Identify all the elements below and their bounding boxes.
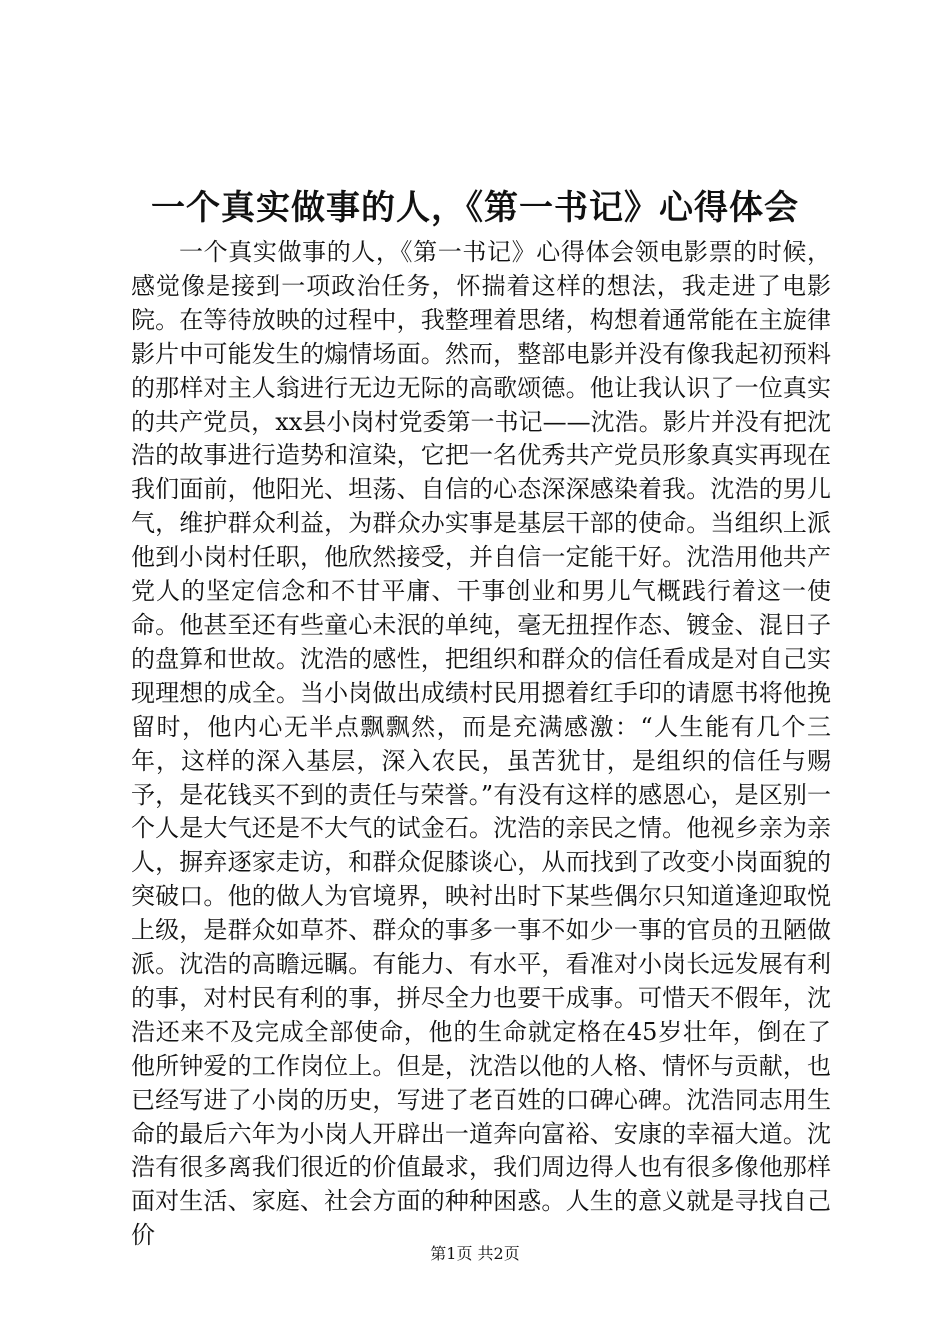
page-footer: 第1页 共2页	[430, 1244, 520, 1263]
document-title: 一个真实做事的人，《第一书记》心得体会	[151, 188, 799, 228]
body-paragraph: 一个真实做事的人，《第一书记》心得体会领电影票的时候，感觉像是接到一项政治任务，怀揣着这样的想法，我走进了电影院。在等待放映的过程中，我整理着思绪，构想着通常能在主旋律影片中可能发生的煽情场面。然而，整部电影并没有像我起初预料的那样对主人翁进行无边无际的高歌颂德。他让我认识了一位真实的共产党员，xx县小岗村党委第一书记——沈浩。影片并没有把沈浩的故事进行造势和渲染，它把一名优秀共产党员形象真实再现在我们面前，他阳光、坦荡、自信的心态深深感染着我。沈浩的男儿气，维护群众利益，为群众办实事是基层干部的使命。当组织上派他到小岗村任职，他欣然接受，并自信一定能干好。沈浩用他共产党人的坚定信念和不甘平庸、干事创业和男儿气概践行着这一使命。他甚至还有些童心未泯的单纯，毫无扭捏作态、镀金、混日子的盘算和世故。沈浩的感性，把组织和群众的信任看成是对自己实现理想的成全。当小岗做出成绩村民用摁着红手印的请愿书将他挽留时，他内心无半点飘飘然，而是充满感激：“人生能有几个三年，这样的深入基层，深入农民，虽苦犹甘，是组织的信任与赐予，是花钱买不到的责任与荣誉。”有没有这样的感恩心，是区别一个人是大气还是不大气的试金石。沈浩的亲民之情。他视乡亲为亲人，摒弃逐家走访，和群众促膝谈心，从而找到了改变小岗面貌的突破口。他的做人为官境界，映衬出时下某些偶尔只知道逢迎取悦上级，是群众如草芥、群众的事多一事不如少一事的官员的丑陋做派。沈浩的高瞻远瞩。有能力、有水平，看准对小岗长远发展有利的事，对村民有利的事，拼尽全力也要干成事。可惜天不假年，沈浩还来不及完成全部使命，他的生命就定格在45岁壮年，倒在了他所钟爱的工作岗位上。但是，沈浩以他的人格、情怀与贡献，也已经写进了小岗的历史，写进了老百姓的口碑心碑。沈浩同志用生命的最后六年为小岗人开辟出一道奔向富裕、安康的幸福大道。沈浩有很多离我们很近的价值最求，我们周边得人也有很多像他那样面对生活、家庭、社会方面的种种困惑。人生的意义就是寻找自己价	[131, 238, 831, 1250]
